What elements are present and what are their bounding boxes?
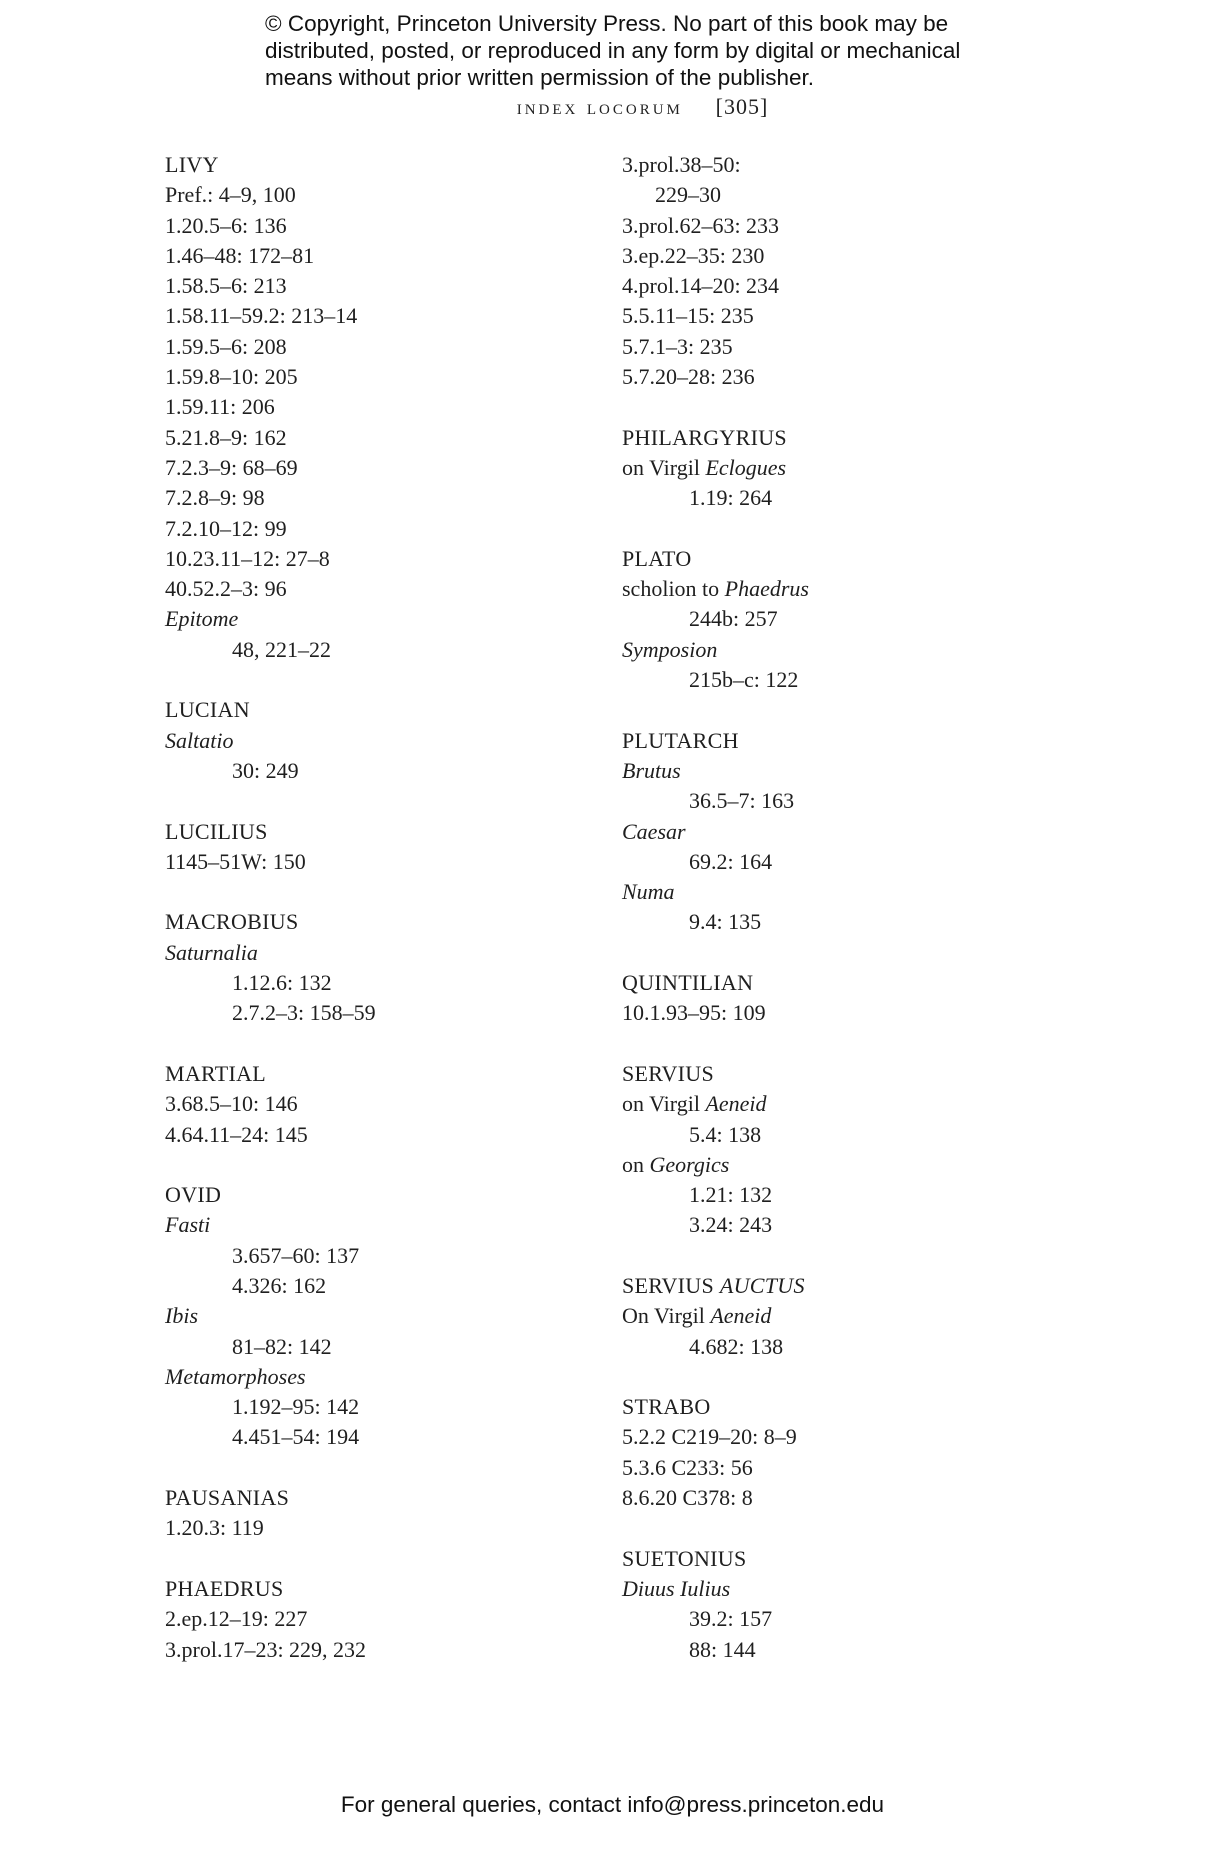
work-title: Eclogues [705,454,787,480]
entry-gap [165,665,605,695]
index-reference: 40.52.2–3: 96 [165,576,287,602]
index-reference: 1.12.6: 132 [232,970,332,996]
index-reference: 5.21.8–9: 162 [165,424,287,450]
index-reference: 4.682: 138 [689,1333,784,1359]
work-title: Georgics [649,1151,730,1177]
index-reference: 215b–c: 122 [689,667,799,693]
page-number: [305] [715,94,769,119]
index-reference: 1.20.5–6: 136 [165,212,287,238]
index-reference: 88: 144 [689,1636,756,1662]
index-reference [622,1301,1062,1331]
index-author: STRABO [622,1394,711,1420]
index-reference [622,453,1062,483]
index-reference: 1.59.5–6: 208 [165,333,287,359]
index-author: SERVIUS [622,1060,715,1086]
entry-gap [165,1029,605,1059]
index-column-left [165,150,605,1665]
index-work-title: Saturnalia [165,939,258,965]
index-reference: 1.58.5–6: 213 [165,273,287,299]
entry-gap [165,1544,605,1574]
footer-contact: For general queries, contact info@press.princeton.edu [340,1792,885,1817]
entry-gap [622,938,1062,968]
index-work-title: Saltatio [165,727,234,753]
index-reference: 4.prol.14–20: 234 [622,273,780,299]
index-reference: 229–30 [655,182,721,208]
reference-prefix: on Virgil [622,1091,706,1117]
work-title: AUCTUS [719,1272,805,1298]
index-reference: 3.68.5–10: 146 [165,1091,298,1117]
index-reference: 3.24: 243 [689,1212,773,1238]
index-reference: 5.3.6 C233: 56 [622,1454,753,1480]
index-author: LUCIAN [165,697,250,723]
index-reference: 10.23.11–12: 27–8 [165,545,330,571]
running-head [0,94,1225,120]
index-reference: 36.5–7: 163 [689,788,795,814]
copyright-notice: © Copyright, Princeton University Press. No part of this book may be distributed, posted, or reproduced in any form by digital or mechanical means without prior written permission of the publisher. [265,11,961,90]
index-reference: 2.ep.12–19: 227 [165,1606,308,1632]
index-reference: 4.64.11–24: 145 [165,1121,308,1147]
entry-gap [622,1513,1062,1543]
index-author: PHAEDRUS [165,1575,284,1601]
index-reference: 9.4: 135 [689,909,762,935]
reference-prefix: On Virgil [622,1303,711,1329]
index-work-title: Symposion [622,636,718,662]
index-column-right [622,150,1062,1665]
work-title: Phaedrus [724,576,809,602]
index-work-title: Fasti [165,1212,211,1238]
index-author: PHILARGYRIUS [622,424,787,450]
index-reference: 1.192–95: 142 [232,1394,360,1420]
index-work-title: Caesar [622,818,686,844]
index-reference [622,1089,1062,1119]
index-work-title: Brutus [622,757,681,783]
index-author: PLATO [622,545,692,571]
index-author: SUETONIUS [622,1545,747,1571]
index-reference: 3.ep.22–35: 230 [622,242,765,268]
index-reference: 5.7.20–28: 236 [622,364,755,390]
index-author: LIVY [165,152,219,177]
index-reference: 1.20.3: 119 [165,1515,264,1541]
index-work-title: Metamorphoses [165,1363,306,1389]
index-reference: 4.326: 162 [232,1272,327,1298]
index-author: QUINTILIAN [622,970,754,996]
index-work-title: Ibis [165,1303,198,1329]
index-reference: 3.prol.17–23: 229, 232 [165,1636,367,1662]
index-reference: 3.657–60: 137 [232,1242,360,1268]
index-reference: 39.2: 157 [689,1606,773,1632]
entry-gap [165,877,605,907]
index-work-title: Epitome [165,606,239,632]
index-reference: 1.59.11: 206 [165,394,275,420]
entry-gap [622,514,1062,544]
reference-prefix: on Virgil [622,454,706,480]
index-author [622,1271,1062,1301]
index-author: OVID [165,1182,222,1208]
reference-prefix: scholion to [622,576,725,602]
index-reference: 244b: 257 [689,606,778,632]
work-title: Aeneid [705,1091,767,1117]
index-reference: 1.58.11–59.2: 213–14 [165,303,358,329]
entry-gap [622,392,1062,422]
index-reference: 2.7.2–3: 158–59 [232,1000,376,1026]
entry-gap [622,1362,1062,1392]
index-reference: 8.6.20 C378: 8 [622,1485,753,1511]
running-head-title: index locorum [516,94,683,119]
reference-prefix: SERVIUS [622,1272,720,1298]
index-reference: 3.prol.38–50: [622,152,741,177]
index-reference: 30: 249 [232,757,299,783]
index-reference: 1.46–48: 172–81 [165,242,315,268]
index-reference: 1.59.8–10: 205 [165,364,298,390]
entry-gap [622,1241,1062,1271]
index-reference: 48, 221–22 [232,636,331,662]
work-title: Aeneid [710,1303,772,1329]
index-reference: 81–82: 142 [232,1333,332,1359]
index-reference: 7.2.8–9: 98 [165,485,265,511]
entry-gap [165,1150,605,1180]
entry-gap [165,1453,605,1483]
index-reference: 1.21: 132 [689,1182,773,1208]
index-reference: 3.prol.62–63: 233 [622,212,780,238]
index-author: MARTIAL [165,1060,266,1086]
index-author: PLUTARCH [622,727,739,753]
index-reference: 69.2: 164 [689,848,773,874]
entry-gap [622,695,1062,725]
index-reference: 5.4: 138 [689,1121,762,1147]
index-reference: Pref.: 4–9, 100 [165,182,296,208]
entry-gap [622,1029,1062,1059]
index-author: PAUSANIAS [165,1485,290,1511]
index-reference: 10.1.93–95: 109 [622,1000,766,1026]
index-reference: 4.451–54: 194 [232,1424,360,1450]
index-work-title: Diuus Iulius [622,1575,731,1601]
index-reference: 5.2.2 C219–20: 8–9 [622,1424,797,1450]
index-author: LUCILIUS [165,818,268,844]
entry-gap [165,786,605,816]
index-reference [622,1150,1062,1180]
index-author: MACROBIUS [165,909,299,935]
index-reference [622,574,1062,604]
index-reference: 7.2.10–12: 99 [165,515,287,541]
reference-prefix: on [622,1151,650,1177]
index-reference: 1.19: 264 [689,485,773,511]
index-reference: 5.7.1–3: 235 [622,333,733,359]
index-work-title: Numa [622,879,675,905]
index-reference: 1145–51W: 150 [165,848,306,874]
index-reference: 7.2.3–9: 68–69 [165,454,298,480]
index-reference: 5.5.11–15: 235 [622,303,754,329]
